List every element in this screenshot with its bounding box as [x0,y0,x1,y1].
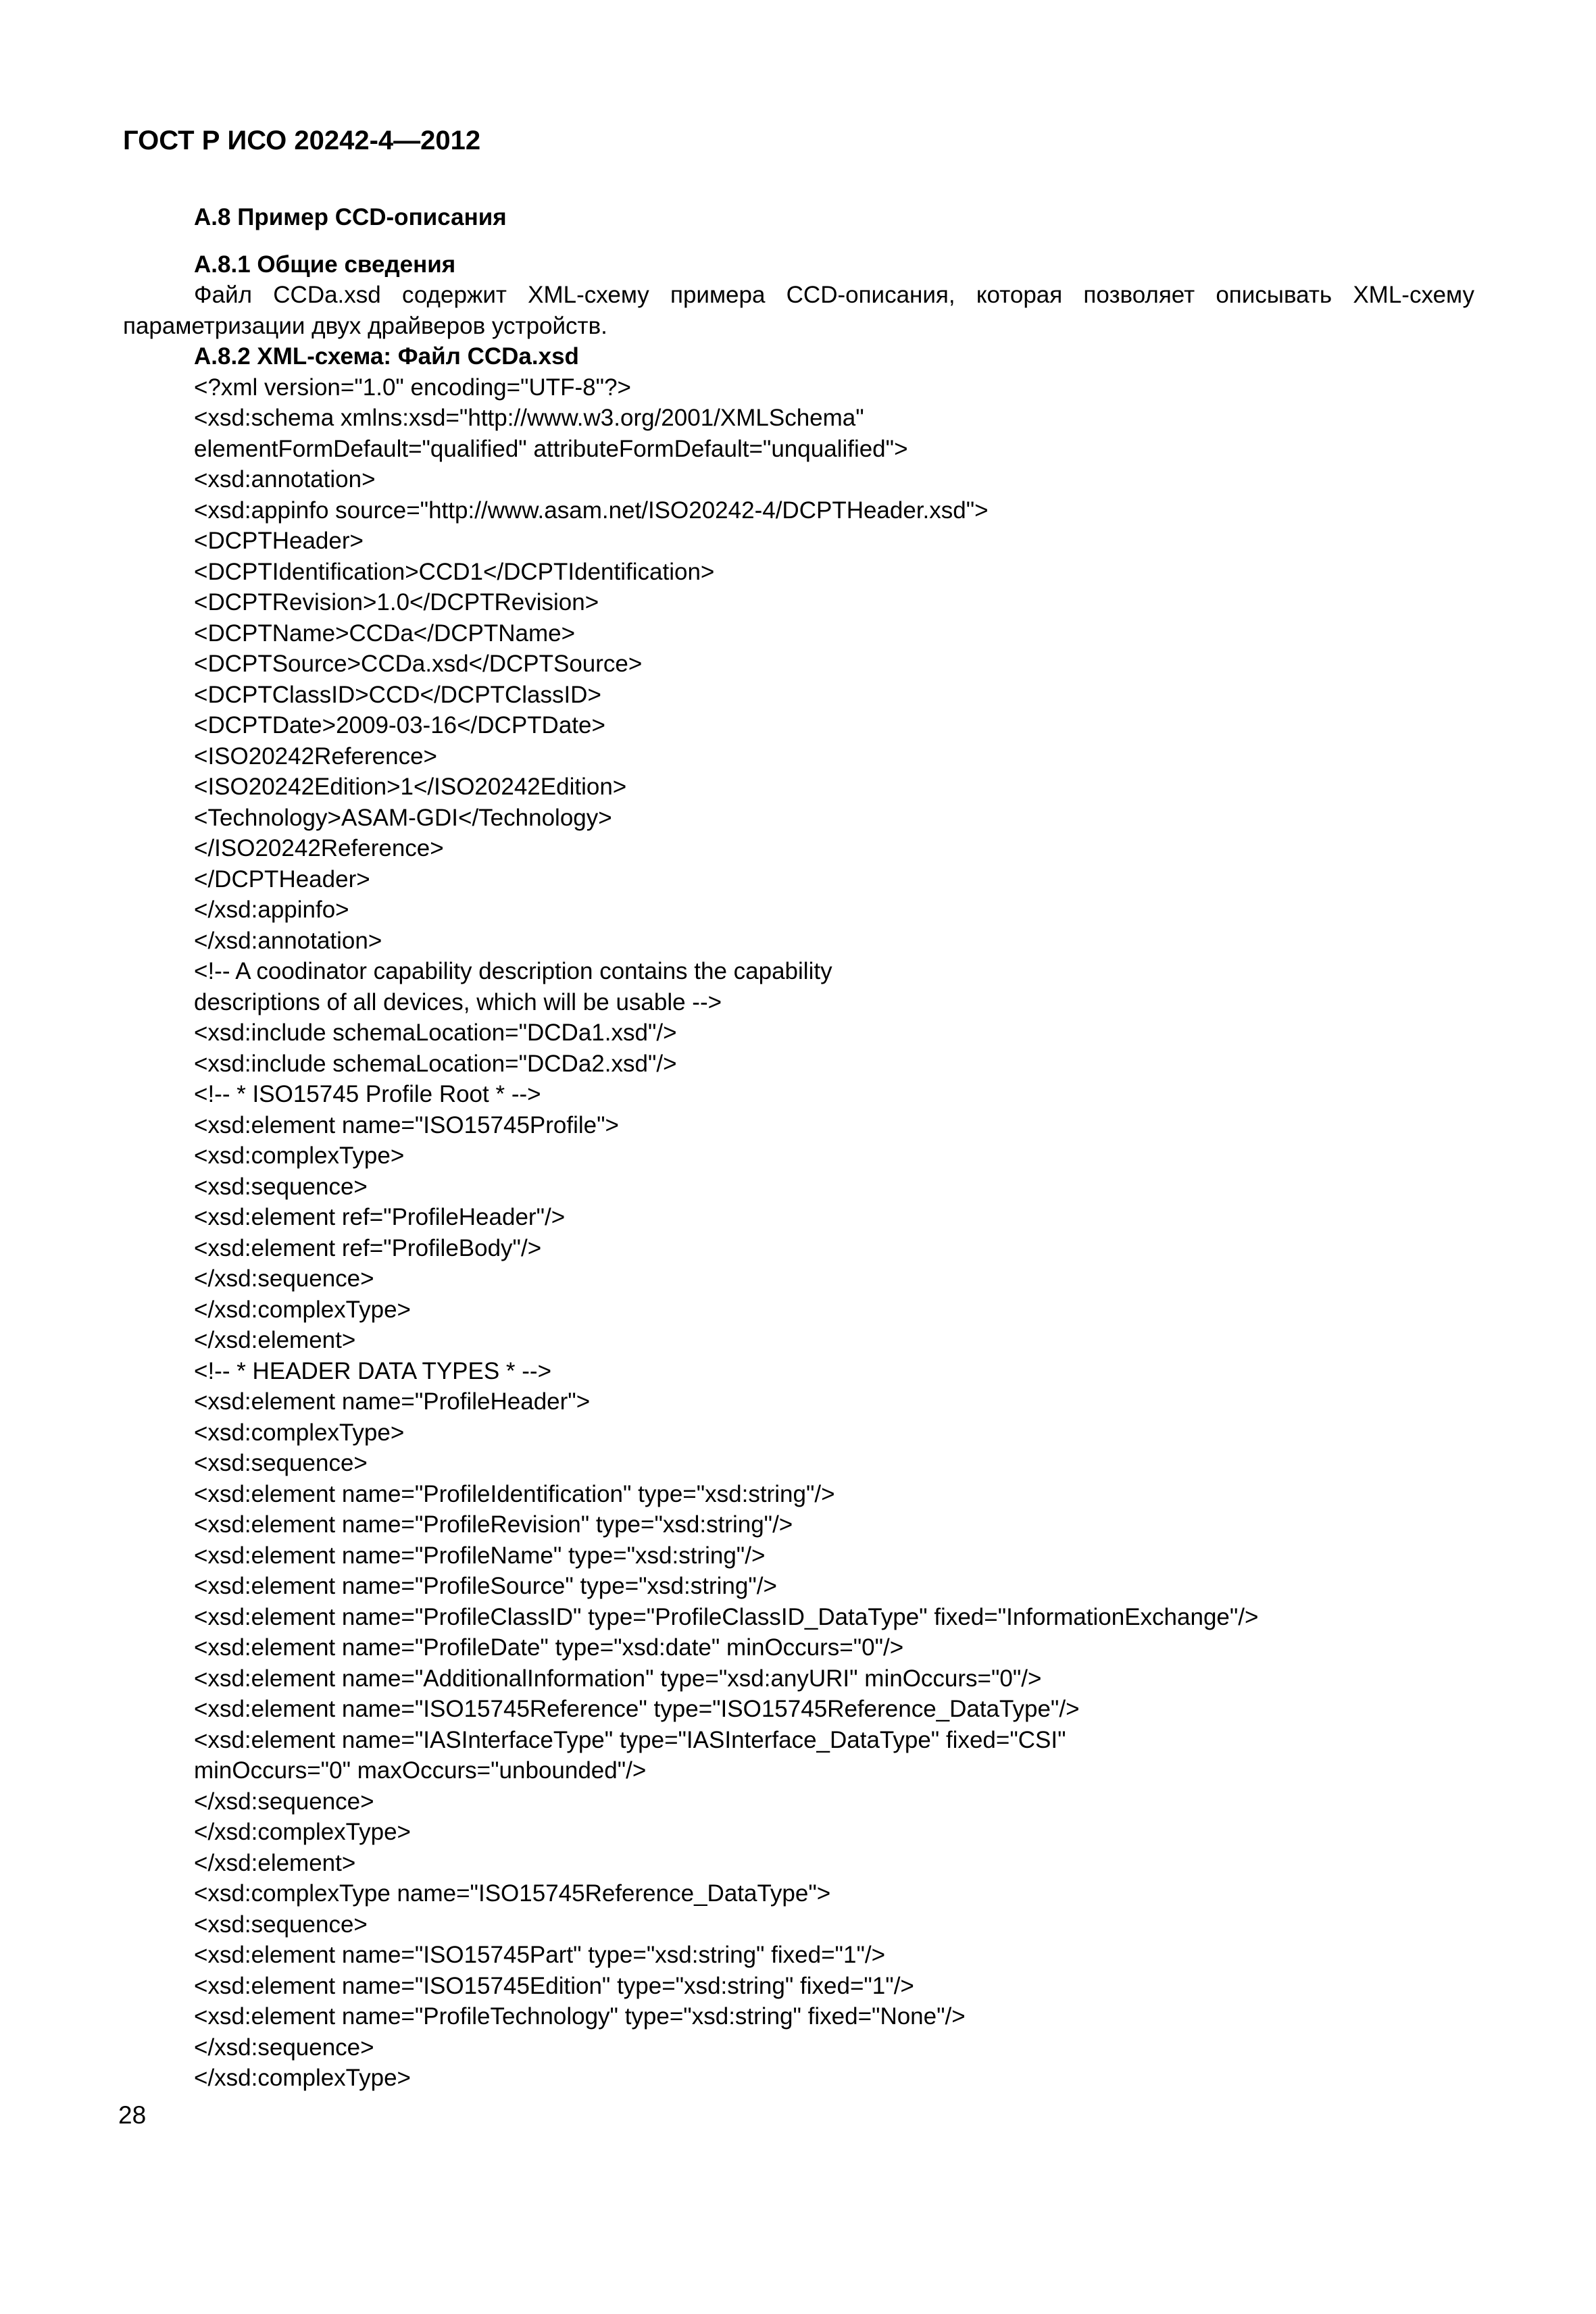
code-line: <xsd:element name="ProfileName" type="xsd:string"/> [194,1542,766,1569]
code-line: <xsd:element name="ISO15745Reference" type="ISO15745Reference_DataType"/> [194,1696,1080,1722]
section-a82-heading: А.8.2 XML-схема: Файл CCDa.xsd [194,343,579,370]
code-line: <!-- * HEADER DATA TYPES * --> [194,1357,552,1384]
code-line: </xsd:appinfo> [194,897,349,923]
code-line: <xsd:element ref="ProfileBody"/> [194,1234,542,1261]
code-line: <xsd:sequence> [194,1911,368,1938]
code-line: <xsd:complexType> [194,1419,405,1446]
code-line: <DCPTSource>CCDa.xsd</DCPTSource> [194,651,643,677]
code-line: <xsd:complexType> [194,1142,405,1169]
code-line: </xsd:element> [194,1849,356,1876]
code-line: <xsd:element name="AdditionalInformation" type="xsd:anyURI" minOccurs="0"/> [194,1665,1042,1692]
code-line: <DCPTClassID>CCD</DCPTClassID> [194,681,601,708]
code-line: <DCPTIdentification>CCD1</DCPTIdentification> [194,558,715,585]
code-line: <xsd:element name="ISO15745Edition" type="xsd:string" fixed="1"/> [194,1972,914,1999]
code-line: <xsd:element name="ProfileIdentification" type="xsd:string"/> [194,1480,835,1507]
code-line: <!-- * ISO15745 Profile Root * --> [194,1081,541,1107]
code-line: <?xml version="1.0" encoding="UTF-8"?> [194,374,631,401]
code-line: <xsd:element name="ProfileTechnology" type="xsd:string" fixed="None"/> [194,2003,966,2030]
code-line: <xsd:include schemaLocation="DCDa1.xsd"/> [194,1020,677,1046]
code-line: <Technology>ASAM-GDI</Technology> [194,804,612,831]
code-line: <ISO20242Edition>1</ISO20242Edition> [194,774,627,800]
code-line: </xsd:sequence> [194,2034,374,2061]
code-line: <xsd:element name="ProfileSource" type="xsd:string"/> [194,1573,777,1599]
code-line: <xsd:element name="ProfileRevision" type="xsd:string"/> [194,1511,793,1538]
code-line: <xsd:element ref="ProfileHeader"/> [194,1204,566,1230]
code-line: </xsd:complexType> [194,2065,411,2091]
page-content [123,202,1474,2094]
code-line: </ISO20242Reference> [194,835,444,861]
code-line: </xsd:sequence> [194,1788,374,1815]
code-line: <DCPTDate>2009-03-16</DCPTDate> [194,712,605,738]
code-line: <xsd:sequence> [194,1450,368,1476]
code-line: <xsd:element name="ISO15745Part" type="xsd:string" fixed="1"/> [194,1942,886,1968]
code-line: <xsd:schema xmlns:xsd="http://www.w3.org/2001/XMLSchema" [194,405,864,431]
code-line: </xsd:complexType> [194,1819,411,1845]
code-line: descriptions of all devices, which will be usable --> [194,988,722,1015]
code-line: <xsd:element name="ISO15745Profile"> [194,1111,619,1138]
code-line: <xsd:sequence> [194,1173,368,1200]
code-line: <xsd:appinfo source="http://www.asam.net/ISO20242-4/DCPTHeader.xsd"> [194,497,989,524]
code-line: </DCPTHeader> [194,865,370,892]
code-line: </xsd:annotation> [194,927,382,954]
paragraph-line-2: параметризации двух драйверов устройств. [123,312,607,339]
code-line: <xsd:include schemaLocation="DCDa2.xsd"/> [194,1050,677,1077]
code-line: <xsd:complexType name="ISO15745Reference_DataType"> [194,1880,831,1907]
code-line: <xsd:element name="ProfileHeader"> [194,1388,591,1415]
code-line: <DCPTHeader> [194,528,364,554]
section-a81-heading: А.8.1 Общие сведения [194,251,456,278]
xml-code-listing [123,372,1474,2094]
code-line: <!-- A coodinator capability description contains the capability [194,958,832,984]
code-line: <xsd:annotation> [194,466,376,493]
code-line: <xsd:element name="ProfileClassID" type="ProfileClassID_DataType" fixed="InformationExchange"/> [194,1603,1259,1630]
code-line: elementFormDefault="qualified" attributeFormDefault="unqualified"> [194,435,908,462]
code-line: <DCPTName>CCDa</DCPTName> [194,620,576,647]
code-line: </xsd:element> [194,1327,356,1353]
code-line: <xsd:element name="ProfileDate" type="xsd:date" minOccurs="0"/> [194,1634,904,1661]
page-number: 28 [118,2101,147,2129]
section-a8-heading: А.8 Пример CCD-описания [194,204,507,230]
paragraph-line-1: Файл CCDa.xsd содержит XML-схему примера CCD-описания, которая позволяет описывать XML-схему [194,282,1474,308]
document-header-title: ГОСТ Р ИСО 20242-4—2012 [123,126,481,155]
code-line: </xsd:sequence> [194,1265,374,1292]
code-line: minOccurs="0" maxOccurs="unbounded"/> [194,1757,647,1784]
code-line: <DCPTRevision>1.0</DCPTRevision> [194,589,599,615]
code-line: </xsd:complexType> [194,1296,411,1323]
code-line: <xsd:element name="IASInterfaceType" type="IASInterface_DataType" fixed="CSI" [194,1726,1066,1753]
code-line: <ISO20242Reference> [194,743,437,770]
